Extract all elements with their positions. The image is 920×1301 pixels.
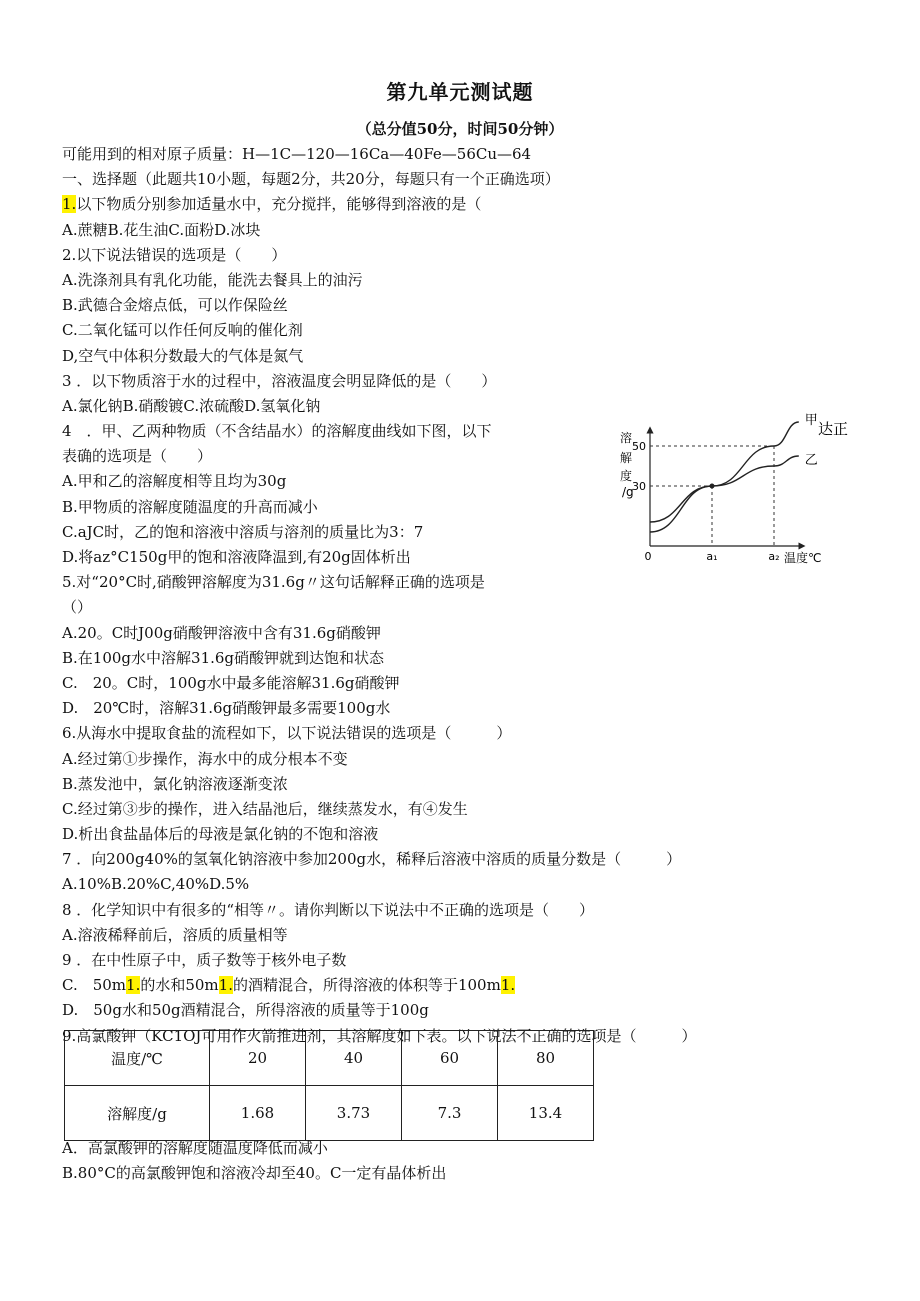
question-8-option-c <box>62 973 852 998</box>
chart-guides <box>650 446 774 546</box>
x-tick-label: a₁ <box>706 550 718 563</box>
question-5-option-a: A.20。C时J00g硝酸钾溶液中含有31.6g硝酸钾 <box>62 623 381 642</box>
question-9-option-a: A．高氯酸钾的溶解度随温度降低而减小 <box>62 1139 328 1157</box>
question-8-option-d: D. 50g水和50g酒精混合，所得溶液的质量等于100g <box>62 1001 429 1020</box>
solubility-table <box>64 1030 594 1141</box>
question-9: 9.高氯酸钾（KC1OJ可用作火箭推进剂，其溶解度如下表。以下说法不正确的选项是（ ） <box>62 1026 697 1045</box>
question-9-option-b: B.80°C的高氯酸钾饱和溶液冷却至40。C一定有晶体析出 <box>62 1164 447 1183</box>
y-axis-label-2: 解 <box>620 451 633 465</box>
table-cell: 60 <box>402 1031 498 1086</box>
table-cell: 13.4 <box>498 1086 594 1141</box>
question-2-option-a: A.洗涤剂具有乳化功能，能洗去餐具上的油污 <box>62 270 363 289</box>
q8c-hl1: 1. <box>126 976 141 995</box>
question-8: 8 ．化学知识中有很多的“相等〃。请你判断以下说法中不正确的选项是（ ） <box>62 900 594 919</box>
chart-side-text: 达正 <box>818 420 849 438</box>
question-5-option-c: C. 20。C时，100g水中最多能溶解31.6g硝酸钾 <box>62 673 400 692</box>
table-cell: 7.3 <box>402 1086 498 1141</box>
question-4-option-d: D.将az°C150g甲的饱和溶液降温到,有20g固体析出 <box>62 548 411 566</box>
series-line-jia <box>650 422 799 522</box>
question-5-cont: （） <box>62 598 93 617</box>
question-5: 5.对“20°C时,硝酸钾溶解度为31.6g〃这句话解释正确的选项是 <box>62 573 485 592</box>
table-cell: 溶解度/g <box>65 1086 210 1141</box>
question-8-option-b: 9 ．在中性原子中，质子数等于核外电子数 <box>62 951 347 969</box>
question-body <box>62 142 852 1049</box>
question-4-option-c: C.aJC时，乙的饱和溶液中溶质与溶剂的质量比为3：7 <box>62 522 424 541</box>
question-6-option-d: D.析出食盐晶体后的母液是氯化钠的不饱和溶液 <box>62 825 379 844</box>
question-2-option-d: D,空气中体积分数最大的气体是氮气 <box>62 346 304 365</box>
table-cell: 1.68 <box>210 1086 306 1141</box>
question-1 <box>62 192 852 217</box>
question-6-option-b: B.蒸发池中，氯化钠溶液逐渐变浓 <box>62 774 288 793</box>
series-label-jia: 甲 <box>804 413 818 428</box>
page-title: 第九单元测试题 <box>386 80 534 104</box>
table-row <box>65 1086 594 1141</box>
series-line-yi <box>650 456 799 532</box>
question-1-number: 1. <box>62 195 77 214</box>
table-cell: 40 <box>306 1031 402 1086</box>
intersection-point <box>710 484 715 489</box>
solubility-chart-svg <box>612 412 862 572</box>
question-4: 4 ．甲、乙两种物质（不含结晶水）的溶解度曲线如下图，以下 <box>62 422 492 441</box>
y-axis-label-1: 溶 <box>620 431 633 445</box>
x-axis-label: 温度℃ <box>784 551 822 565</box>
table-header-row <box>65 1031 594 1086</box>
question-5-option-b: B.在100g水中溶解31.6g硝酸钾就到达饱和状态 <box>62 648 385 667</box>
table-cell: 80 <box>498 1031 594 1086</box>
page-subtitle: （总分值50分，时间50分钟） <box>356 120 564 138</box>
question-8-option-a: A.溶液稀释前后，溶质的质量相等 <box>62 925 288 944</box>
q8c-hl3: 1. <box>500 976 516 995</box>
atomic-mass-line: 可能用到的相对原子质量：H—1C—120—16Ca—40Fe—56Cu—64 <box>62 145 532 163</box>
y-axis-label-4: /g <box>622 485 634 499</box>
table-cell: 20 <box>210 1031 306 1086</box>
question-1-text: 以下物质分别参加适量水中，充分搅拌，能够得到溶液的是（ <box>76 195 482 214</box>
q8c-part3: 的酒精混合，所得溶液的体积等于100m <box>232 976 501 995</box>
series-label-yi: 乙 <box>804 453 818 468</box>
question-4-option-a: A.甲和乙的溶解度相等且均为30g <box>62 472 287 491</box>
question-7: 7 ．向200g40%的氢氧化钠溶液中参加200g水，稀释后溶液中溶质的质量分数是（ ） <box>62 850 682 869</box>
question-2-option-b: B.武德合金熔点低，可以作保险丝 <box>62 296 288 315</box>
solubility-table-wrap <box>64 1030 594 1141</box>
chart-ticks <box>632 440 780 563</box>
question-6-option-c: C.经过第③步的操作，进入结晶池后，继续蒸发水，有④发生 <box>62 799 468 818</box>
q8c-hl2: 1. <box>218 976 233 995</box>
table-cell: 温度/℃ <box>65 1031 210 1086</box>
solubility-chart <box>612 412 862 576</box>
y-axis-label-3: 度 <box>620 469 633 483</box>
q8c-part1: C. 50m <box>62 976 127 995</box>
section-heading: 一、选择题（此题共10小题，每题2分，共20分，每题只有一个正确选项） <box>62 170 560 189</box>
question-3: 3 ．以下物质溶于水的过程中，溶液温度会明显降低的是（ ） <box>62 371 497 390</box>
question-7-options: A.10%B.20%C,40%D.5% <box>62 875 250 894</box>
y-tick-label: 30 <box>632 480 646 493</box>
question-4-cont: 表确的选项是（ ） <box>62 447 213 466</box>
question-6-option-a: A.经过第①步操作，海水中的成分根本不变 <box>62 749 348 768</box>
table-cell: 3.73 <box>306 1086 402 1141</box>
question-5-option-d: D. 20℃时，溶解31.6g硝酸钾最多需要100g水 <box>62 699 391 718</box>
question-6: 6.从海水中提取食盐的流程如下，以下说法错误的选项是（ ） <box>62 724 512 743</box>
q8c-part2: 的水和50m <box>140 976 219 995</box>
chart-series <box>650 413 818 532</box>
question-2-option-c: C.二氧化锰可以作任何反响的催化剂 <box>62 321 303 340</box>
y-tick-label: 50 <box>632 440 646 453</box>
question-9-options <box>62 1136 852 1186</box>
question-4-option-b: B.甲物质的溶解度随温度的升高而减小 <box>62 497 318 516</box>
question-3-options: A.氯化钠B.硝酸镀C.浓硫酸D.氢氧化钠 <box>62 396 321 415</box>
question-2: 2.以下说法错误的选项是（ ） <box>62 245 287 264</box>
question-1-options: A.蔗糖B.花生油C.面粉D.冰块 <box>62 220 261 239</box>
x-tick-label: a₂ <box>768 550 780 563</box>
origin-label: 0 <box>644 550 652 563</box>
